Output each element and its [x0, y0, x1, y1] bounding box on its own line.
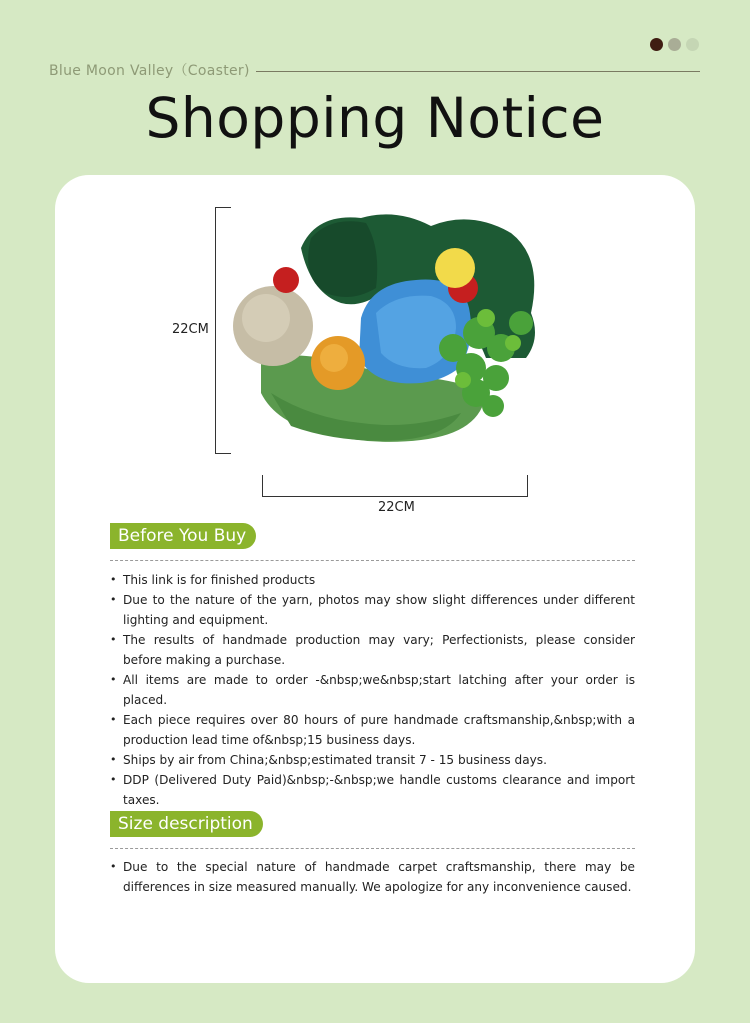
height-dimension-bracket: [215, 207, 231, 454]
list-item: • Due to the nature of the yarn, photos may show slight differences under different lighting and equipment.: [110, 590, 635, 630]
indicator-dot: [668, 38, 681, 51]
list-item: • DDP (Delivered Duty Paid)&nbsp;-&nbsp;we handle customs clearance and import taxes.: [110, 770, 635, 810]
before-you-buy-list: [110, 570, 635, 810]
indicator-dot: [650, 38, 663, 51]
page-title: Shopping Notice: [145, 86, 605, 150]
before-you-buy-heading: Before You Buy: [110, 523, 256, 549]
subtitle-divider: [256, 71, 700, 72]
width-dimension-bracket: [262, 475, 528, 497]
notice-card: [55, 175, 695, 983]
subtitle-row: [49, 60, 700, 80]
section-divider: [110, 848, 635, 849]
list-item: • Each piece requires over 80 hours of pure handmade craftsmanship,&nbsp;with a production lead time of&nbsp;15 business days.: [110, 710, 635, 750]
product-subtitle: Blue Moon Valley（Coaster): [49, 63, 250, 79]
list-item: • All items are made to order -&nbsp;we&nbsp;start latching after your order is placed.: [110, 670, 635, 710]
size-description-list: [110, 857, 635, 897]
list-item: • Due to the special nature of handmade carpet craftsmanship, there may be differences in size measured manually. We apologize for any inconvenience caused.: [110, 857, 635, 897]
indicator-dot: [686, 38, 699, 51]
page-indicator-dots: [650, 38, 699, 51]
width-dimension-label: 22CM: [378, 500, 415, 515]
tufted-landscape-coaster-image: [231, 208, 551, 448]
size-description-heading: Size description: [110, 811, 263, 837]
list-item: • The results of handmade production may vary; Perfectionists, please consider before making a purchase.: [110, 630, 635, 670]
list-item: • Ships by air from China;&nbsp;estimated transit 7 - 15 business days.: [110, 750, 635, 770]
section-divider: [110, 560, 635, 561]
list-item: • This link is for finished products: [110, 570, 635, 590]
height-dimension-label: 22CM: [172, 322, 209, 337]
